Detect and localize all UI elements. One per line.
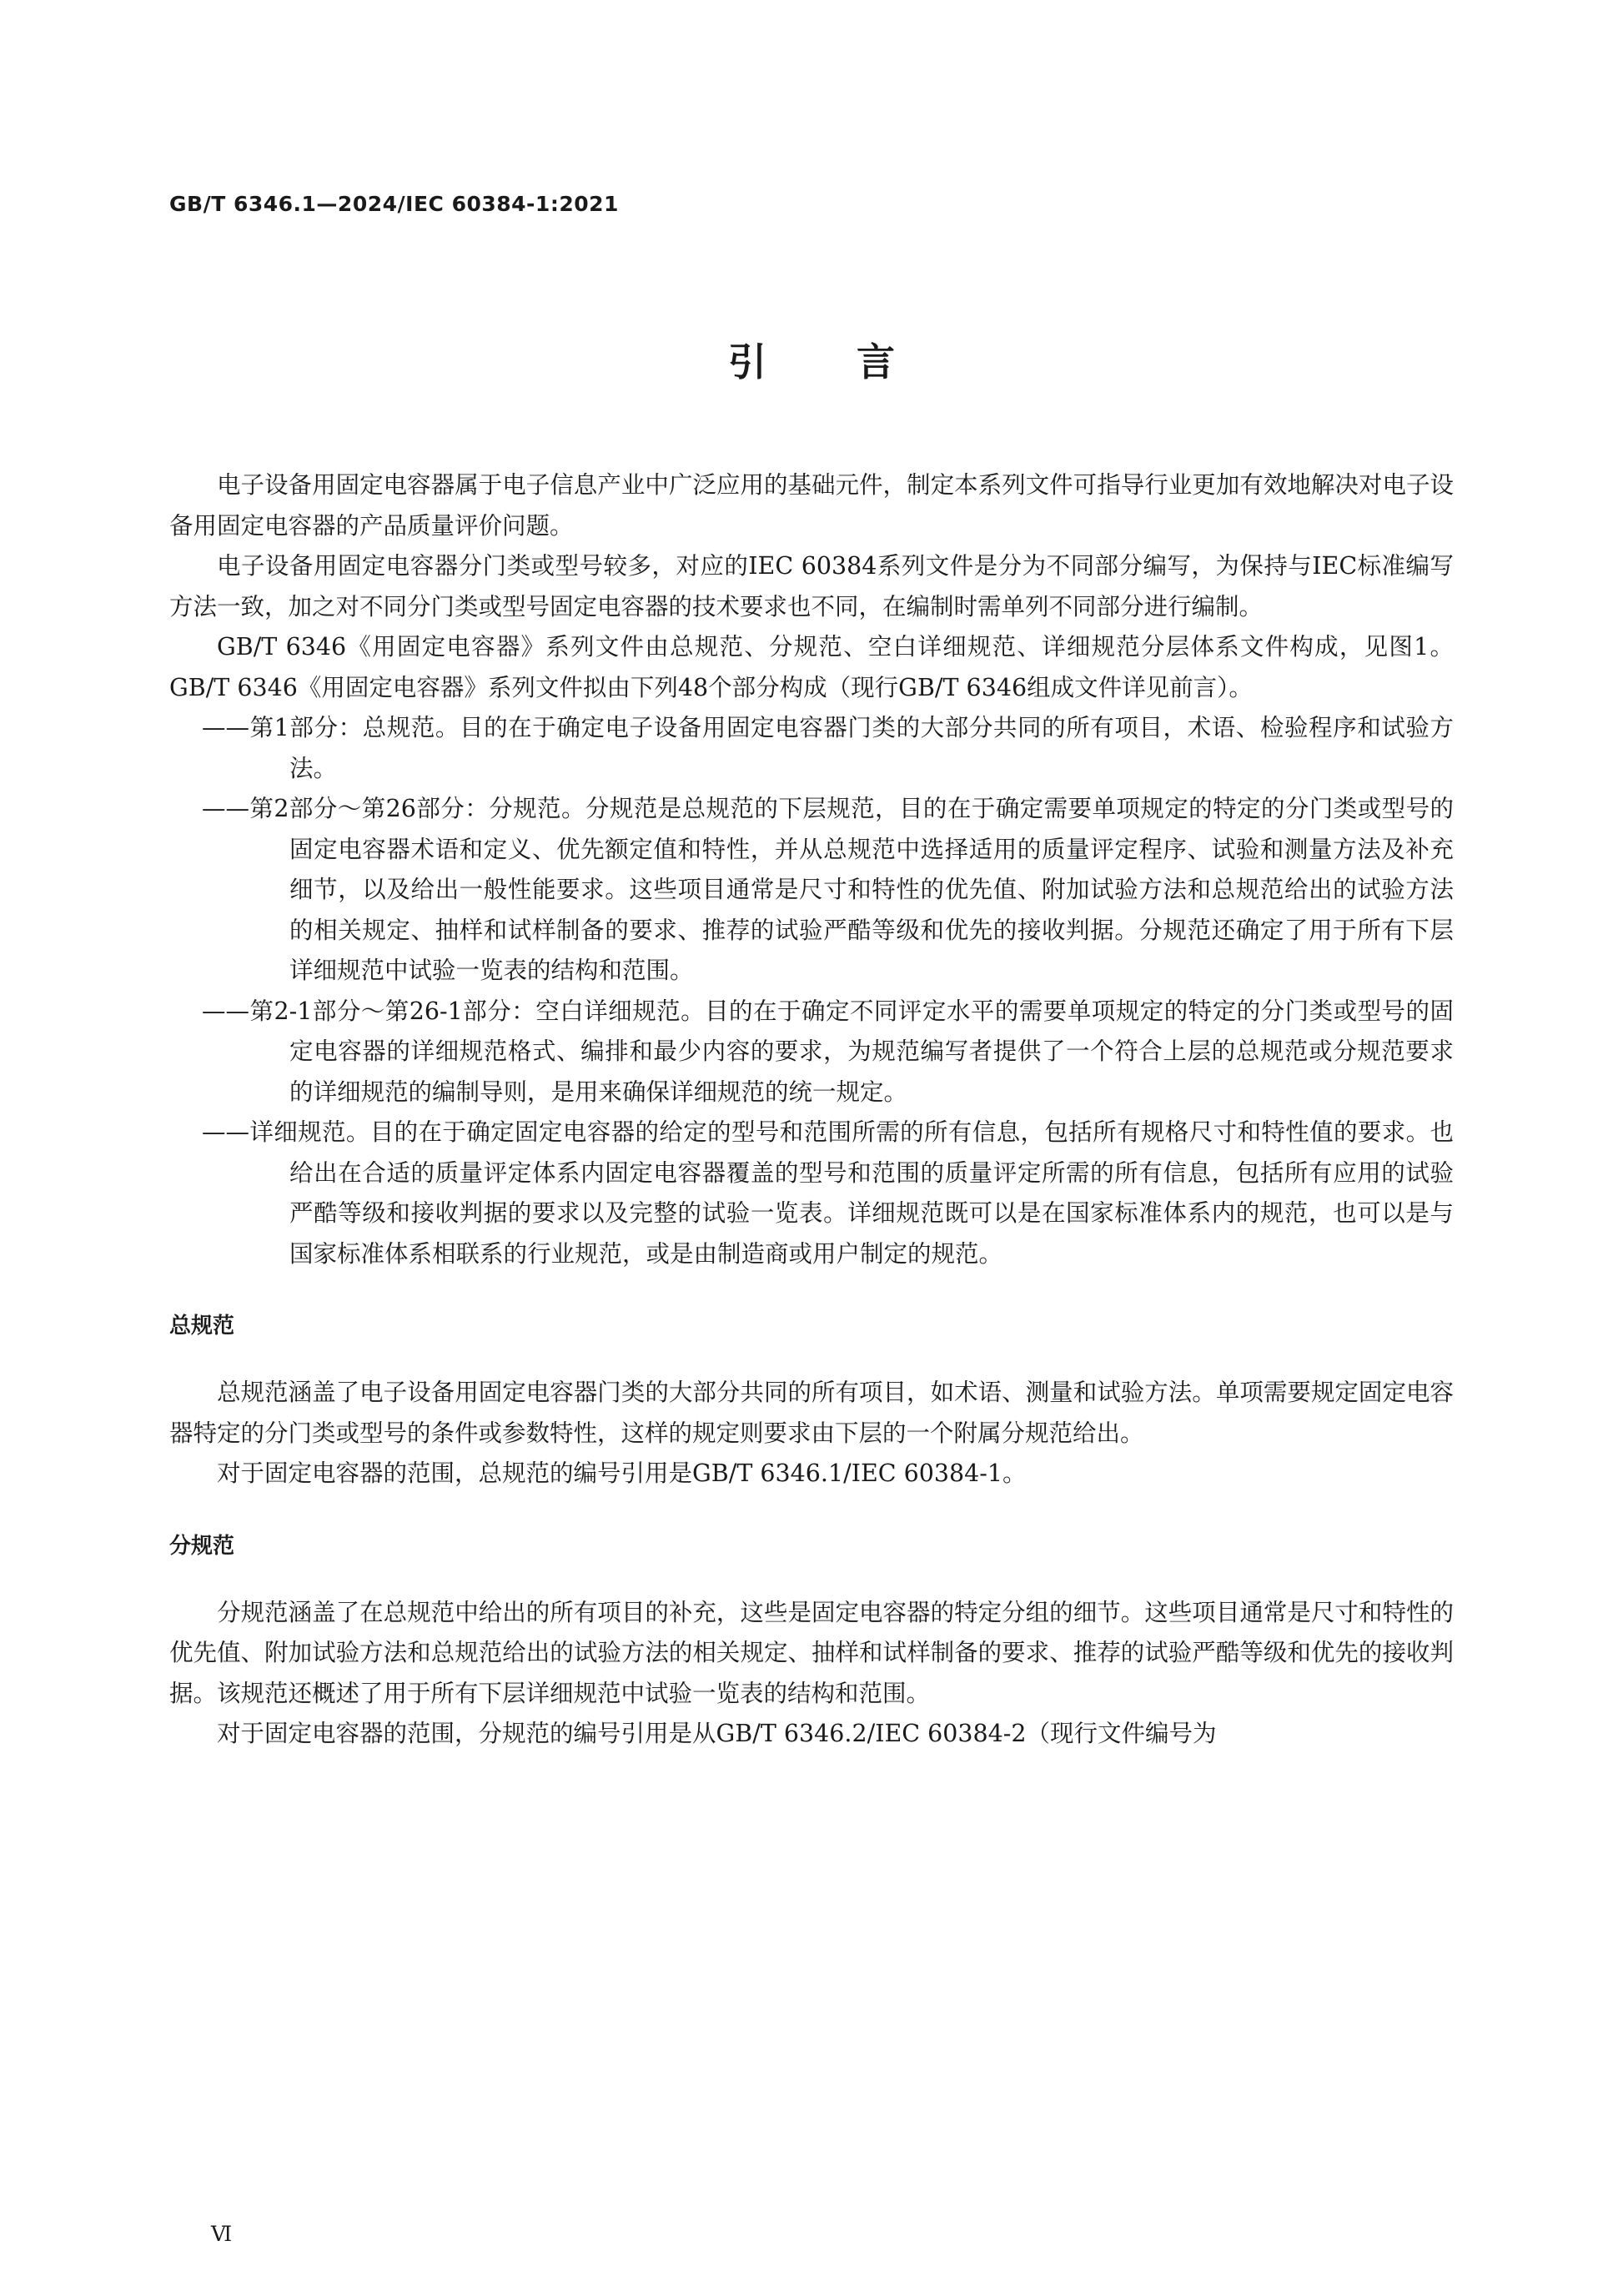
sectional-spec-paragraph-1: 分规范涵盖了在总规范中给出的所有项目的补充，这些是固定电容器的特定分组的细节。这些项目通常是尺寸和特性的优先值、附加试验方法和总规范给出的试验方法的相关规定、抽样和试样制备的要求、推荐的试验严酷等级和优先的接收判据。该规范还概述了用于所有下层详细规范中试验一览表的结构和范围。 bbox=[169, 1598, 1454, 1707]
page-title: 引言 bbox=[728, 339, 985, 384]
intro-paragraph-2: 电子设备用固定电容器分门类或型号较多，对应的IEC 60384系列文件是分为不同部分编写，为保持与IEC标准编写方法一致，加之对不同分门类或型号固定电容器的技术要求也不同，在编制时需单列不同部分进行编制。 bbox=[169, 552, 1454, 620]
intro-paragraph-1: 电子设备用固定电容器属于电子信息产业中广泛应用的基础元件，制定本系列文件可指导行业更加有效地解决对电子设备用固定电容器的产品质量评价问题。 bbox=[169, 471, 1454, 540]
general-spec-paragraph-1: 总规范涵盖了电子设备用固定电容器门类的大部分共同的所有项目，如术语、测量和试验方法。单项需要规定固定电容器特定的分门类或型号的条件或参数特性，这样的规定则要求由下层的一个附属分规范给出。 bbox=[169, 1379, 1454, 1447]
section-heading-general-spec: 总规范 bbox=[169, 1314, 235, 1339]
list-item-part-1: ——第1部分：总规范。目的在于确定电子设备用固定电容器门类的大部分共同的所有项目，术语、检验程序和试验方法。 bbox=[202, 714, 1454, 782]
page-number: Ⅵ bbox=[211, 2222, 233, 2246]
standard-number-header: GB/T 6346.1—2024/IEC 60384-1:2021 bbox=[169, 192, 619, 216]
general-spec-paragraph-2: 对于固定电容器的范围，总规范的编号引用是GB/T 6346.1/IEC 60384-1。 bbox=[217, 1459, 1027, 1487]
list-item-blank-detail-spec: ——第2-1部分～第26-1部分：空白详细规范。目的在于确定不同评定水平的需要单项规定的特定的分门类或型号的固定电容器的详细规范格式、编排和最少内容的要求，为规范编写者提供了一个符合上层的总规范或分规范要求的详细规范的编制导则，是用来确保详细规范的统一规定。 bbox=[202, 997, 1454, 1106]
list-item-sectional-spec: ——第2部分～第26部分：分规范。分规范是总规范的下层规范，目的在于确定需要单项规定的特定的分门类或型号的固定电容器术语和定义、优先额定值和特性，并从总规范中选择适用的质量评定程序、试验和测量方法及补充细节，以及给出一般性能要求。这些项目通常是尺寸和特性的优先值、附加试验方法和总规范给出的试验方法的相关规定、抽样和试样制备的要求、推荐的试验严酷等级和优先的接收判据。分规范还确定了用于所有下层详细规范中试验一览表的结构和范围。 bbox=[202, 795, 1454, 984]
section-heading-sectional-spec: 分规范 bbox=[169, 1533, 235, 1559]
intro-paragraph-3: GB/T 6346《用固定电容器》系列文件由总规范、分规范、空白详细规范、详细规范分层体系文件构成，见图1。GB/T 6346《用固定电容器》系列文件拟由下列48个部分构成（现行GB/T 6346组成文件详见前言）。 bbox=[169, 633, 1454, 701]
document-body bbox=[169, 465, 1454, 1755]
list-item-detail-spec: ——详细规范。目的在于确定固定电容器的给定的型号和范围所需的所有信息，包括所有规格尺寸和特性值的要求。也给出在合适的质量评定体系内固定电容器覆盖的型号和范围的质量评定所需的所有信息，包括所有应用的试验严酷等级和接收判据的要求以及完整的试验一览表。详细规范既可以是在国家标准体系内的规范，也可以是与国家标准体系相联系的行业规范，或是由制造商或用户制定的规范。 bbox=[202, 1118, 1454, 1268]
sectional-spec-paragraph-2: 对于固定电容器的范围，分规范的编号引用是从GB/T 6346.2/IEC 60384-2（现行文件编号为 bbox=[217, 1720, 1217, 1747]
